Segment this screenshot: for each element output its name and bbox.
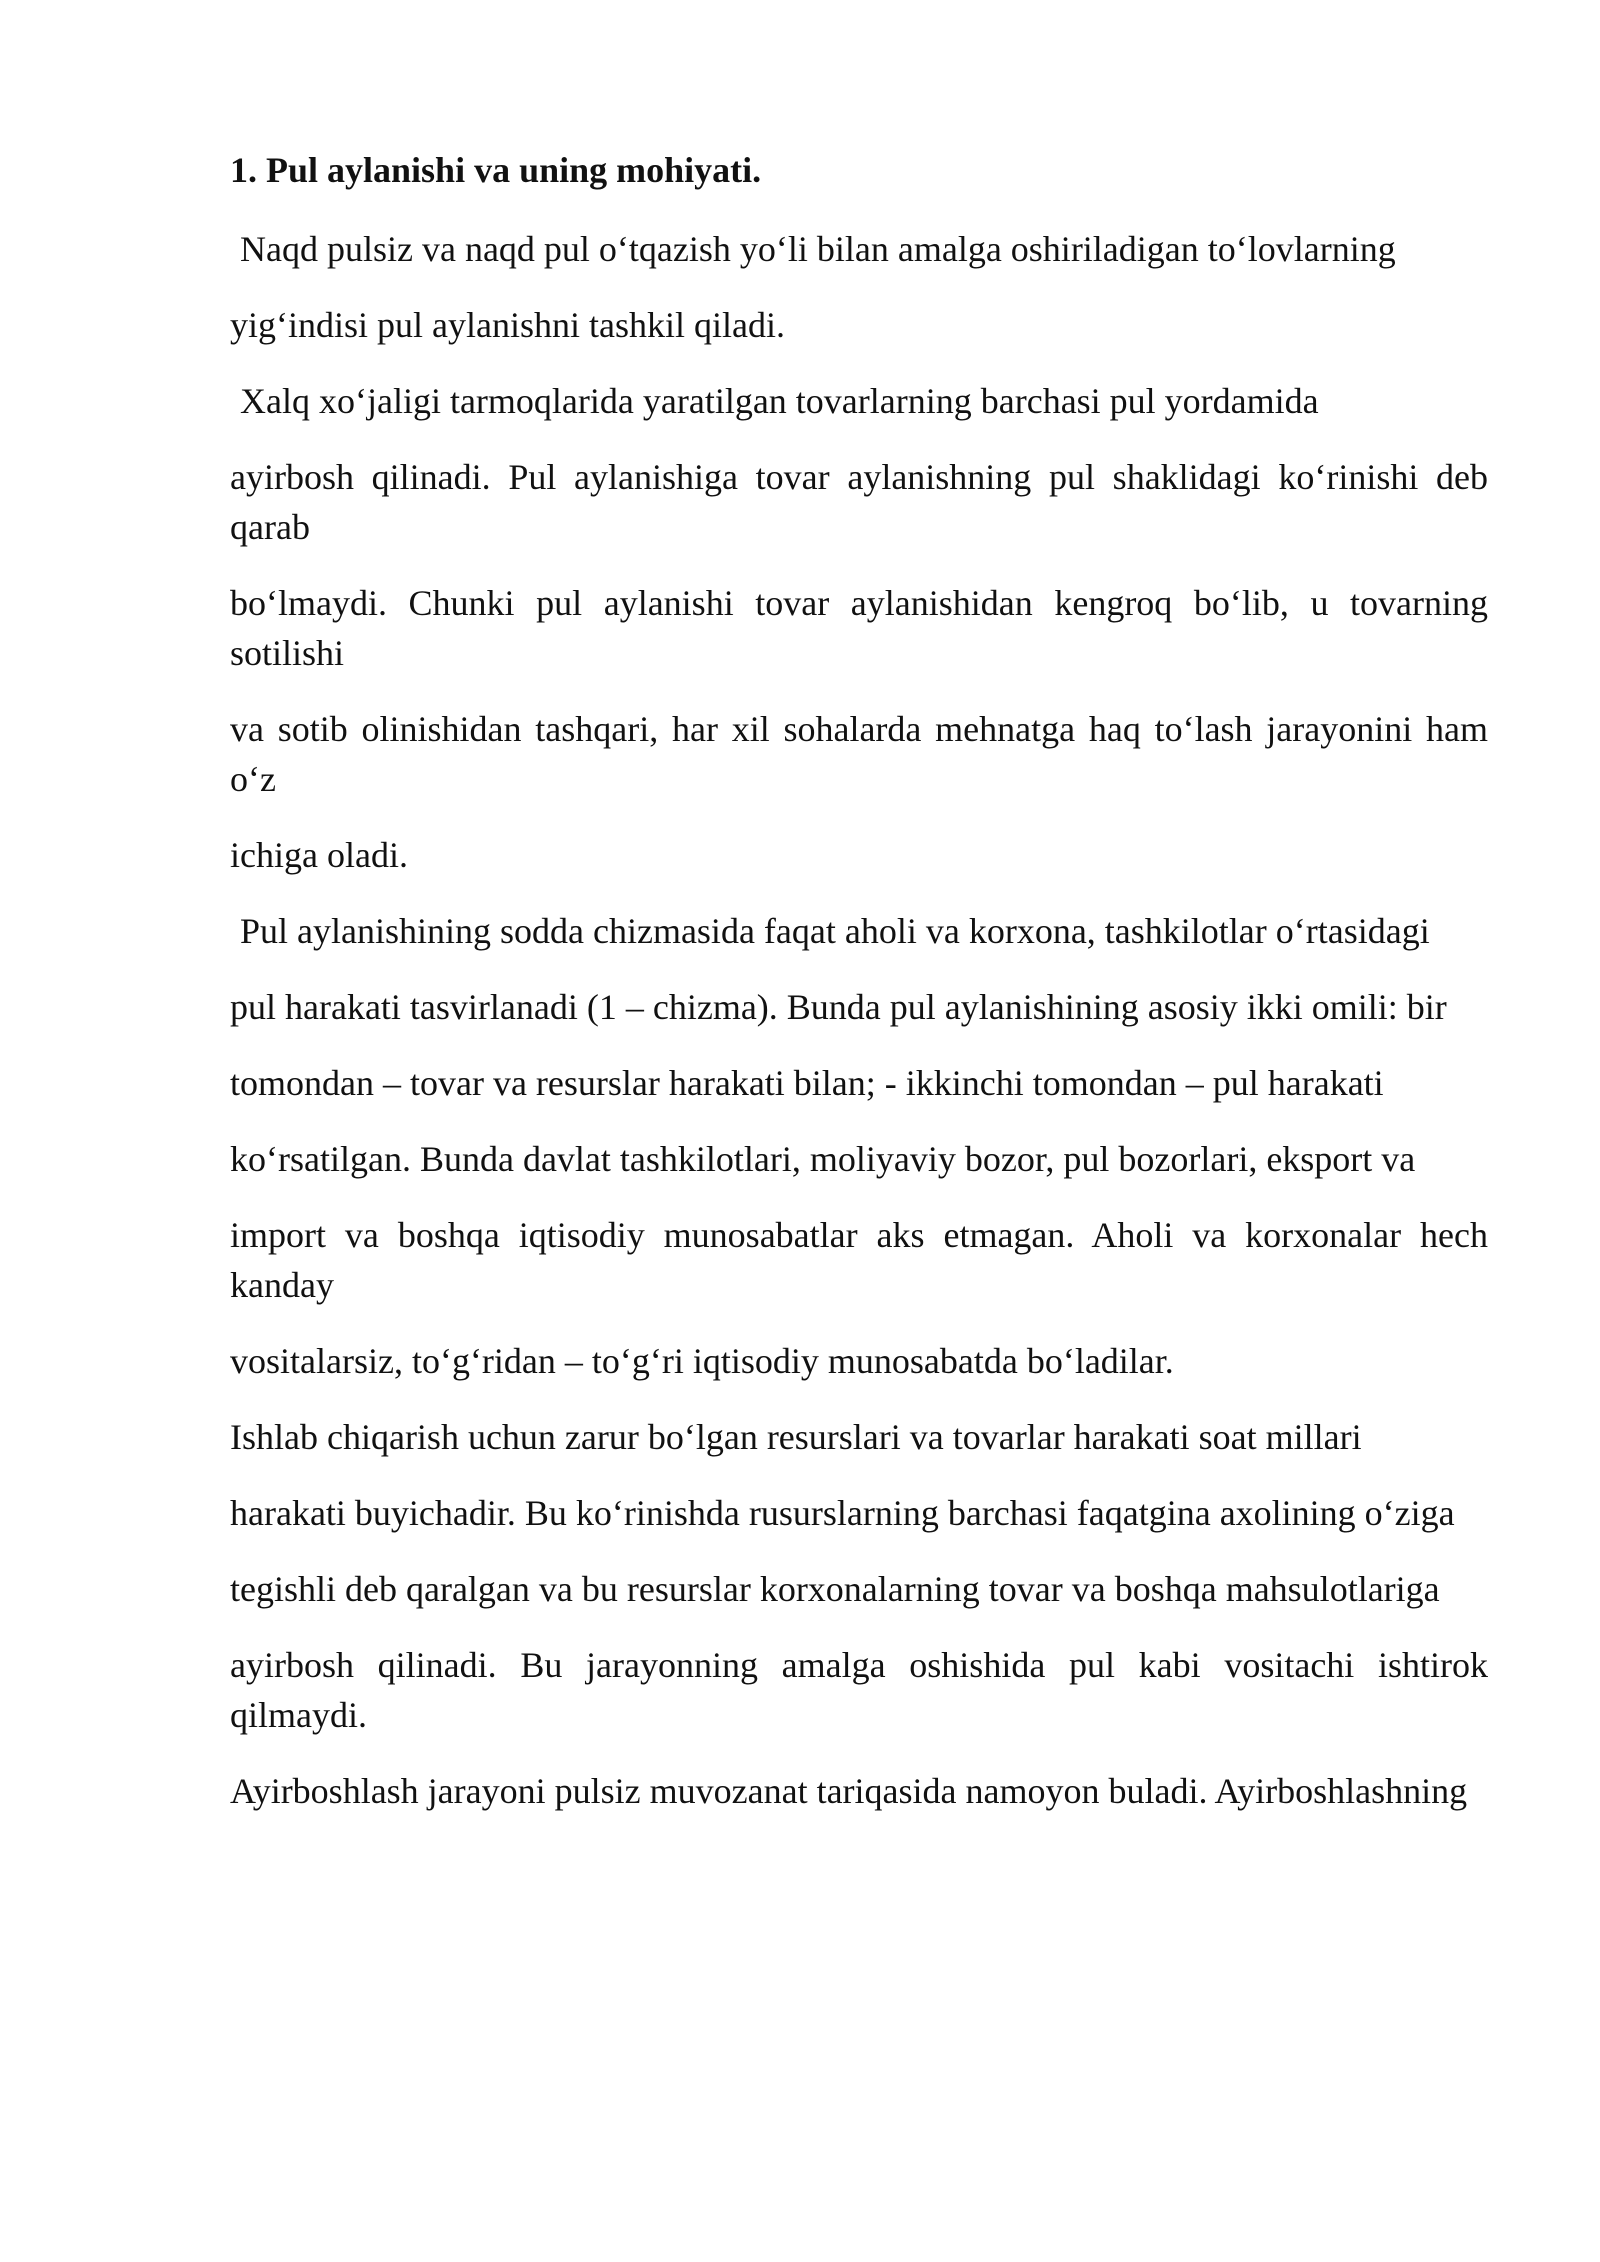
paragraph: Pul aylanishining sodda chizmasida faqat aholi va korxona, tashkilotlar o‘rtasidagi	[240, 911, 1430, 951]
body-text	[230, 224, 1488, 1816]
paragraph: tomondan – tovar va resurslar harakati bilan; - ikkinchi tomondan – pul harakati	[230, 1063, 1384, 1103]
paragraph: pul harakati tasvirlanadi (1 – chizma). Bunda pul aylanishining asosiy ikki omili: bir	[230, 987, 1447, 1027]
paragraph: ichiga oladi.	[230, 835, 408, 875]
paragraph: ayirbosh qilinadi. Pul aylanishiga tovar aylanishning pul shaklidagi ko‘rinishi deb qarab	[230, 457, 1488, 547]
paragraph: va sotib olinishidan tashqari, har xil sohalarda mehnatga haq to‘lash jarayonini ham o‘z	[230, 709, 1488, 799]
paragraph: Xalq xo‘jaligi tarmoqlarida yaratilgan tovarlarning barchasi pul yordamida	[240, 381, 1319, 421]
paragraph: Ishlab chiqarish uchun zarur bo‘lgan resurslari va tovarlar harakati soat millari	[230, 1417, 1362, 1457]
paragraph: vositalarsiz, to‘g‘ridan – to‘g‘ri iqtisodiy munosabatda bo‘ladilar.	[230, 1341, 1174, 1381]
section-heading: 1. Pul aylanishi va uning mohiyati.	[230, 150, 762, 190]
paragraph: tegishli deb qaralgan va bu resurslar korxonalarning tovar va boshqa mahsulotlariga	[230, 1569, 1440, 1609]
paragraph: Ayirboshlash jarayoni pulsiz muvozanat tariqasida namoyon buladi. Ayirboshlashning	[230, 1771, 1468, 1811]
paragraph: harakati buyichadir. Bu ko‘rinishda rusurslarning barchasi faqatgina axolining o‘ziga	[230, 1493, 1455, 1533]
paragraph: ayirbosh qilinadi. Bu jarayonning amalga oshishida pul kabi vositachi ishtirok qilmaydi.	[230, 1645, 1488, 1735]
paragraph: Naqd pulsiz va naqd pul o‘tqazish yo‘li bilan amalga oshiriladigan to‘lovlarning	[240, 229, 1396, 269]
document-page	[230, 148, 1488, 1842]
paragraph: bo‘lmaydi. Chunki pul aylanishi tovar aylanishidan kengroq bo‘lib, u tovarning sotilishi	[230, 583, 1488, 673]
paragraph: yig‘indisi pul aylanishni tashkil qiladi.	[230, 305, 785, 345]
paragraph: ko‘rsatilgan. Bunda davlat tashkilotlari, moliyaviy bozor, pul bozorlari, eksport va	[230, 1139, 1416, 1179]
paragraph: import va boshqa iqtisodiy munosabatlar aks etmagan. Aholi va korxonalar hech kanday	[230, 1215, 1488, 1305]
